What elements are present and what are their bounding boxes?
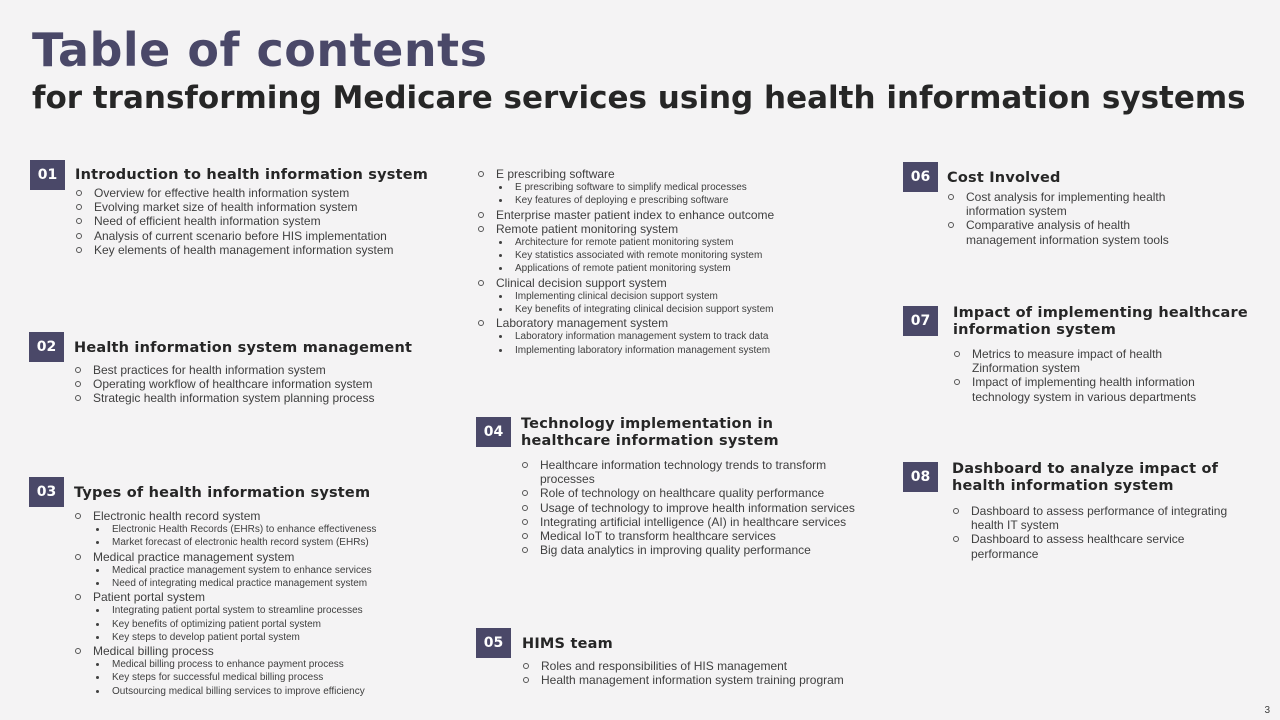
section-number-badge: 02: [29, 332, 64, 362]
bullet-circle-icon: [75, 648, 81, 654]
list-item-text: Health management information system training program: [541, 673, 844, 688]
bullet-circle-icon: [76, 190, 82, 196]
list-item[interactable]: [74, 644, 454, 658]
list-item[interactable]: [521, 529, 866, 543]
sub-list-item[interactable]: [74, 671, 454, 684]
list-item-text: Laboratory management system: [496, 316, 669, 331]
list-item-text: Overview for effective health information system: [94, 186, 350, 200]
bullet-dot-icon: [499, 349, 502, 352]
list-item[interactable]: [947, 218, 1202, 246]
list-item-text: Cost analysis for implementing health information system: [966, 190, 1166, 219]
list-item-text: Dashboard to assess performance of integrating health IT system: [971, 504, 1228, 533]
list-item[interactable]: [74, 363, 454, 377]
bullet-dot-icon: [96, 676, 99, 679]
list-item[interactable]: [74, 509, 454, 523]
bullet-circle-icon: [522, 533, 528, 539]
bullet-dot-icon: [499, 186, 502, 189]
section-list: [953, 347, 1198, 404]
list-item-text: Need of integrating medical practice management system: [112, 578, 368, 590]
section-list: [521, 458, 866, 557]
section-heading[interactable]: HIMS team: [522, 636, 613, 652]
bullet-circle-icon: [948, 222, 954, 228]
bullet-circle-icon: [75, 513, 81, 519]
bullet-circle-icon: [76, 233, 82, 239]
list-item-text: Medical practice management system to enhance services: [112, 564, 372, 576]
section-list: [947, 190, 1202, 247]
list-item-text: E prescribing software to simplify medical processes: [515, 182, 747, 194]
list-item-text: Operating workflow of healthcare information system: [93, 377, 373, 392]
list-item[interactable]: [952, 532, 1242, 560]
list-item[interactable]: [477, 276, 877, 290]
bullet-circle-icon: [478, 171, 484, 177]
bullet-circle-icon: [75, 594, 81, 600]
list-item-text: Impact of implementing health information technology system in various departments: [972, 375, 1197, 404]
list-item[interactable]: [522, 659, 882, 673]
list-item-text: Medical billing process to enhance payment process: [112, 659, 344, 671]
list-item[interactable]: [521, 543, 866, 557]
bullet-dot-icon: [96, 582, 99, 585]
section-list: [74, 509, 454, 698]
list-item[interactable]: [74, 550, 454, 564]
list-item-text: Strategic health information system planning process: [93, 391, 375, 406]
bullet-circle-icon: [478, 212, 484, 218]
sub-list-item[interactable]: [477, 290, 877, 303]
list-item-text: Patient portal system: [93, 590, 206, 605]
section-number-badge: 03: [29, 477, 64, 507]
section-heading[interactable]: Introduction to health information system: [75, 167, 429, 183]
section-list: [952, 504, 1242, 561]
sub-list-item[interactable]: [477, 303, 877, 316]
page-subtitle: for transforming Medicare services using health information systems: [32, 80, 1246, 116]
section-heading[interactable]: Dashboard to analyze impact of health information system: [952, 461, 1219, 494]
sub-list-item[interactable]: [74, 604, 454, 617]
list-item-text: Key elements of health management information system: [94, 242, 394, 257]
list-item[interactable]: [75, 243, 455, 257]
list-item-text: Healthcare information technology trends to transform processes: [540, 458, 827, 487]
section-list-continued: [477, 167, 877, 357]
list-item[interactable]: [521, 515, 866, 529]
sub-list-item[interactable]: [74, 577, 454, 590]
list-item[interactable]: [953, 347, 1198, 375]
list-item[interactable]: [477, 222, 877, 236]
bullet-circle-icon: [948, 194, 954, 200]
list-item-text: Architecture for remote patient monitoring system: [515, 237, 734, 249]
sub-list-item[interactable]: [74, 618, 454, 631]
list-item[interactable]: [74, 590, 454, 604]
sub-list-item[interactable]: [74, 631, 454, 644]
list-item-text: Key statistics associated with remote monitoring system: [515, 250, 763, 262]
sub-list-item[interactable]: [477, 330, 877, 343]
list-item-text: Key features of deploying e prescribing software: [515, 195, 729, 207]
bullet-dot-icon: [96, 636, 99, 639]
list-item-text: Implementing laboratory information management system: [515, 344, 771, 356]
list-item[interactable]: [75, 186, 455, 200]
bullet-dot-icon: [96, 569, 99, 572]
section-heading[interactable]: Impact of implementing healthcare information system: [953, 305, 1248, 338]
bullet-circle-icon: [523, 677, 529, 683]
list-item-text: Remote patient monitoring system: [496, 221, 679, 236]
sub-list-item[interactable]: [477, 181, 877, 194]
bullet-circle-icon: [954, 351, 960, 357]
list-item-text: Market forecast of electronic health record system (EHRs): [112, 537, 369, 549]
list-item-text: Key steps for successful medical billing process: [112, 672, 324, 684]
list-item-text: Big data analytics in improving quality performance: [540, 543, 811, 558]
bullet-dot-icon: [96, 690, 99, 693]
bullet-circle-icon: [478, 226, 484, 232]
list-item[interactable]: [75, 229, 455, 243]
bullet-circle-icon: [76, 218, 82, 224]
bullet-dot-icon: [96, 623, 99, 626]
bullet-circle-icon: [522, 490, 528, 496]
bullet-circle-icon: [75, 367, 81, 373]
list-item[interactable]: [947, 190, 1202, 218]
section-number-badge: 05: [476, 628, 511, 658]
bullet-circle-icon: [522, 519, 528, 525]
list-item-text: Medical billing process: [93, 644, 214, 659]
list-item[interactable]: [952, 504, 1242, 532]
sub-list-item[interactable]: [477, 236, 877, 249]
bullet-dot-icon: [499, 241, 502, 244]
section-heading[interactable]: Technology implementation in healthcare information system: [521, 416, 779, 449]
sub-list-item[interactable]: [477, 262, 877, 275]
bullet-dot-icon: [96, 609, 99, 612]
bullet-circle-icon: [523, 663, 529, 669]
sub-list-item[interactable]: [74, 523, 454, 536]
list-item-text: Integrating patient portal system to streamline processes: [112, 605, 363, 617]
list-item[interactable]: [953, 375, 1198, 403]
sub-list-item[interactable]: [74, 536, 454, 549]
bullet-circle-icon: [478, 320, 484, 326]
list-item[interactable]: [522, 673, 882, 687]
bullet-circle-icon: [522, 462, 528, 468]
section-list: [74, 363, 454, 406]
list-item-text: Need of efficient health information system: [94, 214, 321, 229]
section-number-badge: 01: [30, 160, 65, 190]
list-item-text: Integrating artificial intelligence (AI) in healthcare services: [540, 514, 847, 529]
bullet-circle-icon: [75, 381, 81, 387]
section-list: [522, 659, 882, 687]
section-heading[interactable]: Cost Involved: [947, 170, 1061, 186]
list-item-text: Comparative analysis of health management information system tools: [966, 218, 1169, 247]
list-item[interactable]: [477, 316, 877, 330]
list-item-text: Key benefits of integrating clinical decision support system: [515, 304, 774, 316]
list-item[interactable]: [521, 486, 866, 500]
bullet-circle-icon: [75, 395, 81, 401]
list-item-text: Evolving market size of health information system: [94, 200, 358, 215]
list-item-text: Role of technology on healthcare quality performance: [540, 486, 825, 501]
bullet-circle-icon: [76, 247, 82, 253]
list-item[interactable]: [521, 501, 866, 515]
bullet-dot-icon: [499, 335, 502, 338]
bullet-circle-icon: [522, 547, 528, 553]
list-item-text: E prescribing software: [496, 167, 615, 181]
list-item[interactable]: [74, 391, 454, 405]
list-item-text: Best practices for health information system: [93, 363, 326, 377]
list-item-text: Roles and responsibilities of HIS management: [541, 659, 788, 673]
bullet-dot-icon: [96, 541, 99, 544]
bullet-dot-icon: [96, 663, 99, 666]
section-number-badge: 07: [903, 306, 938, 336]
bullet-circle-icon: [953, 536, 959, 542]
list-item-text: Medical practice management system: [93, 549, 295, 564]
bullet-dot-icon: [499, 254, 502, 257]
list-item-text: Electronic health record system: [93, 509, 261, 523]
bullet-circle-icon: [522, 505, 528, 511]
sub-list-item[interactable]: [477, 344, 877, 357]
bullet-circle-icon: [75, 554, 81, 560]
section-heading[interactable]: Health information system management: [74, 340, 413, 356]
page-title: Table of contents: [32, 23, 488, 77]
list-item[interactable]: [477, 167, 877, 181]
bullet-dot-icon: [499, 267, 502, 270]
section-number-badge: 04: [476, 417, 511, 447]
bullet-dot-icon: [499, 199, 502, 202]
list-item-text: Medical IoT to transform healthcare services: [540, 529, 776, 544]
sub-list-item[interactable]: [477, 249, 877, 262]
list-item-text: Key steps to develop patient portal system: [112, 631, 300, 643]
page-number: 3: [1264, 705, 1270, 716]
list-item-text: Applications of remote patient monitoring system: [515, 263, 731, 275]
list-item-text: Metrics to measure impact of health Zinformation system: [972, 347, 1163, 376]
section-number-badge: 08: [903, 462, 938, 492]
bullet-dot-icon: [499, 308, 502, 311]
sub-list-item[interactable]: [74, 685, 454, 698]
sub-list-item[interactable]: [74, 658, 454, 671]
bullet-circle-icon: [76, 204, 82, 210]
list-item-text: Electronic Health Records (EHRs) to enhance effectiveness: [112, 524, 377, 536]
sub-list-item[interactable]: [477, 194, 877, 207]
bullet-dot-icon: [96, 528, 99, 531]
list-item-text: Enterprise master patient index to enhance outcome: [496, 207, 775, 222]
list-item[interactable]: [75, 200, 455, 214]
list-item-text: Outsourcing medical billing services to improve efficiency: [112, 685, 365, 697]
list-item-text: Clinical decision support system: [496, 275, 667, 290]
bullet-circle-icon: [953, 508, 959, 514]
section-list: [75, 186, 455, 257]
list-item[interactable]: [75, 214, 455, 228]
list-item[interactable]: [521, 458, 866, 486]
bullet-circle-icon: [954, 379, 960, 385]
section-heading[interactable]: Types of health information system: [74, 485, 371, 501]
list-item-text: Usage of technology to improve health information services: [540, 500, 855, 515]
list-item[interactable]: [74, 377, 454, 391]
list-item-text: Implementing clinical decision support system: [515, 290, 718, 302]
list-item-text: Key benefits of optimizing patient portal system: [112, 618, 321, 630]
sub-list-item[interactable]: [74, 564, 454, 577]
list-item-text: Laboratory information management system to track data: [515, 331, 769, 343]
section-number-badge: 06: [903, 162, 938, 192]
list-item-text: Dashboard to assess healthcare service performance: [971, 532, 1185, 561]
list-item-text: Analysis of current scenario before HIS implementation: [94, 228, 387, 243]
bullet-dot-icon: [499, 295, 502, 298]
bullet-circle-icon: [478, 280, 484, 286]
list-item[interactable]: [477, 208, 877, 222]
